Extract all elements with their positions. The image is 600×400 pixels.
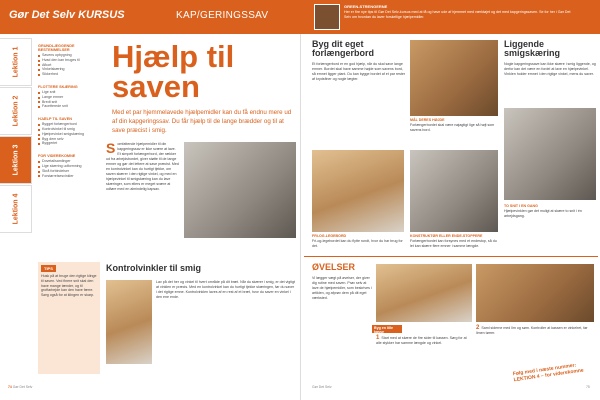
- caption-text: Fri-og-legebordet kan du flytte rundt, hvor du har brug for det.: [312, 238, 403, 248]
- footer-mid: Gør Det Selv: [312, 385, 332, 389]
- nav-item: Skrå forbindelser: [38, 169, 100, 174]
- header-photo: [314, 4, 340, 30]
- caption-2: [410, 234, 498, 249]
- article-title: Hjælp til saven: [112, 39, 235, 104]
- tips-text: Husk på at bruge den rigtige klinge til saven. Ved finere snit skal den have mange tænder, og til groftarbejde kan den have færre. Sørg også for at klingen er skarp.: [41, 274, 97, 298]
- tab-lektion-1[interactable]: Lektion 1: [0, 38, 32, 86]
- footer-left: [8, 385, 32, 389]
- nav-item: Hjælpevinkel smigskæring: [38, 132, 100, 137]
- header-column-text: Her er fire nye tips til Gør Det Selv-kursus med at få og have ude af hjemmet med værktøjet og det med kapgeringssaven. Se for her i Gør Det Selv om hvordan du laver forskellige hjælpemidler.: [344, 10, 571, 19]
- exercise-stamp: Byg en lille kasse: [372, 325, 402, 333]
- nav-item: Forstørrelsesvinkler: [38, 174, 100, 179]
- article-body: [106, 142, 180, 192]
- exercise-title: ØVELSER: [312, 262, 356, 272]
- tips-head: TIPS: [41, 265, 56, 272]
- nav-group-head: FLOTTERE SKÆRING: [38, 84, 78, 89]
- page-number-right: 75: [586, 385, 590, 389]
- page-number-left: 74: [8, 385, 12, 389]
- nav-item: Sikkerhed: [38, 72, 100, 77]
- footer-left-text: Gør Det Selv: [12, 385, 33, 389]
- photo-box-build-1: [376, 264, 472, 322]
- section-text-forlaengerbord: Et forlængerbord er en god hjælp, når du skal save lange emner. Bordet skal have samme højde som savens bord, så emnet ligger plant. Du kan bygge bordet af et par rester af krydsfiner og nogle lægter.: [312, 62, 406, 81]
- nav-item: Lange emner: [38, 95, 100, 100]
- nav-item: Hvad den kan bruges til: [38, 58, 100, 63]
- caption-head: MÅL DERES HØJDE: [410, 118, 445, 122]
- section-text-smigskaering: Nogle kapgeringssave kan ikke skære i smig liggende, og derfor kan det være en fordel at lave en hjælpevinkel. Vinklen holder emnet i den rigtige vinkel, mens du saver.: [504, 62, 596, 76]
- step-number: 2: [476, 325, 480, 331]
- hero-photo-saw: [184, 142, 296, 238]
- article-lead: Med et par hjemmelavede hjælpemidler kan du få endnu mere ud af din kapgeringssav. Du får hjælp til de lange brædder og til at save præcist i smig.: [112, 109, 292, 134]
- nav-group-head: HJÆLP TIL SAVEN: [38, 117, 72, 122]
- nav-item: Lige snit: [38, 90, 100, 95]
- photo-extension-table: [410, 40, 498, 116]
- tab-lektion-4[interactable]: Lektion 4: [0, 185, 32, 233]
- nav-item: Savens opbygning: [38, 53, 100, 58]
- tab-lektion-3[interactable]: Lektion 3: [0, 136, 32, 184]
- step-text: Start med at skære de fire sider til kassen. Sørg for at alle stykker har samme længde og vinkel.: [376, 336, 467, 345]
- nav-item: Afkort: [38, 63, 100, 68]
- caption-text: Forlængerbordet kan forsynes med et endestop, så du let kan skære flere emner i samme længde.: [410, 238, 497, 248]
- photo-control-angle: [106, 280, 152, 364]
- lesson-tabs: [0, 38, 34, 234]
- nav-group: [38, 85, 100, 109]
- nav-item: Dovetailsamlinger: [38, 159, 100, 164]
- header-bar: [0, 0, 600, 34]
- nav-group-head: FOR VIDEREKOMNE: [38, 154, 76, 159]
- photo-table-build: [312, 150, 404, 232]
- section-text-kontrolvinkler: Lav på det her og vinkel til hvert område på dit bræt. Når du skærer i smig, er det vigtigt at vinklen er præcis. Med en kontrolvinkel kan du hurtigt tjekke skæringen, før du saver i det rigtige emne. Kontrolvinklen laves af en rest af et bræt, hvor du saver en vinkel i den ene ende.: [156, 280, 296, 299]
- nav-group: [38, 44, 100, 77]
- nav-item: Vinkelskæring: [38, 67, 100, 72]
- nav-item: Lige skæring udformning: [38, 164, 100, 169]
- next-issue-promo: Følg med i næste nummer: LEKTION 4 – for viderekomne: [512, 362, 585, 384]
- photo-end-stop: [410, 150, 498, 232]
- section-title: KAP/GERINGSSAV: [176, 10, 269, 21]
- tab-lektion-2[interactable]: Lektion 2: [0, 87, 32, 135]
- nav-item: Facetterede snit: [38, 104, 100, 109]
- section-title-forlaengerbord: Byg dit eget forlængerbord: [312, 39, 374, 58]
- nav-group: [38, 117, 100, 146]
- lesson-nav: [38, 44, 100, 186]
- caption-text: Hjælpevinklen gør det muligt at skære to snit i én arbejdsgang.: [504, 208, 582, 218]
- tips-box: [38, 262, 100, 374]
- caption-head: TO SNIT I EN GANG: [504, 204, 538, 208]
- exercise-divider: [304, 256, 598, 257]
- section-title-kontrolvinkler: Kontrolvinkler til smig: [106, 263, 202, 273]
- caption-3: [312, 234, 404, 249]
- exercise-text: Vi lægger vægt på øvelser, der giver dig rutine med saven. Prøv selv at lave de hjælpemidler, som beskrives i artiklen, og afprøv dem på dit eget værksted.: [312, 276, 372, 300]
- nav-group: [38, 154, 100, 178]
- exercise-step-1: [376, 336, 472, 346]
- dropcap: S: [106, 140, 116, 156]
- section-title-smigskaering: Liggende smigskæring: [504, 39, 561, 58]
- caption-head: KONSTRUKTØR ELLER ENDE-STOPPERE: [410, 234, 483, 238]
- caption-text: Forlængerbordet skal være nøjagtigt lige så højt som savens bord.: [410, 122, 495, 132]
- photo-bevel-cut: [504, 108, 596, 200]
- nav-item: Kontrolvinkel til smig: [38, 127, 100, 132]
- nav-item: Bygget forlængerbord: [38, 122, 100, 127]
- caption-head: FRI-OG-LEGEBORD: [312, 234, 347, 238]
- nav-item: Byggeriet: [38, 141, 100, 146]
- brand-title: Gør Det Selv KURSUS: [9, 9, 125, 21]
- nav-group-head: GRUNDLÆGGENDE BESTEMMELSER: [38, 44, 75, 52]
- nav-item: Byg dem selv: [38, 137, 100, 142]
- nav-item: Bredt snit: [38, 100, 100, 105]
- step-number: 1: [376, 335, 380, 341]
- photo-box-build-2: [476, 264, 594, 322]
- caption-1: [410, 118, 498, 133]
- step-text: Saml siderne med lim og søm. Kontroller at kassen er vinkelret, før limen tørrer.: [476, 326, 588, 335]
- exercise-step-2: [476, 326, 594, 336]
- caption-4: [504, 204, 596, 219]
- article-body-text: omfattende hjælpemidler til din kapgeringssav er ikke svære at lave. Et simpelt forlængerbord, der rækker ud fra arbejdsbordet, giver støtte til de lange emner og gør det lettere at save præcist. Med en kontrolvinkel kan du hurtigt tjekke, om saven skærer i den rigtige vinkel, og med en hjælpevinkel til smigskæring kan du lave skæringer, som ellers er meget svære at udføre med en almindelig kapsav.: [106, 142, 179, 191]
- header-column-label: GREEN-STRENGERNE: [344, 4, 388, 9]
